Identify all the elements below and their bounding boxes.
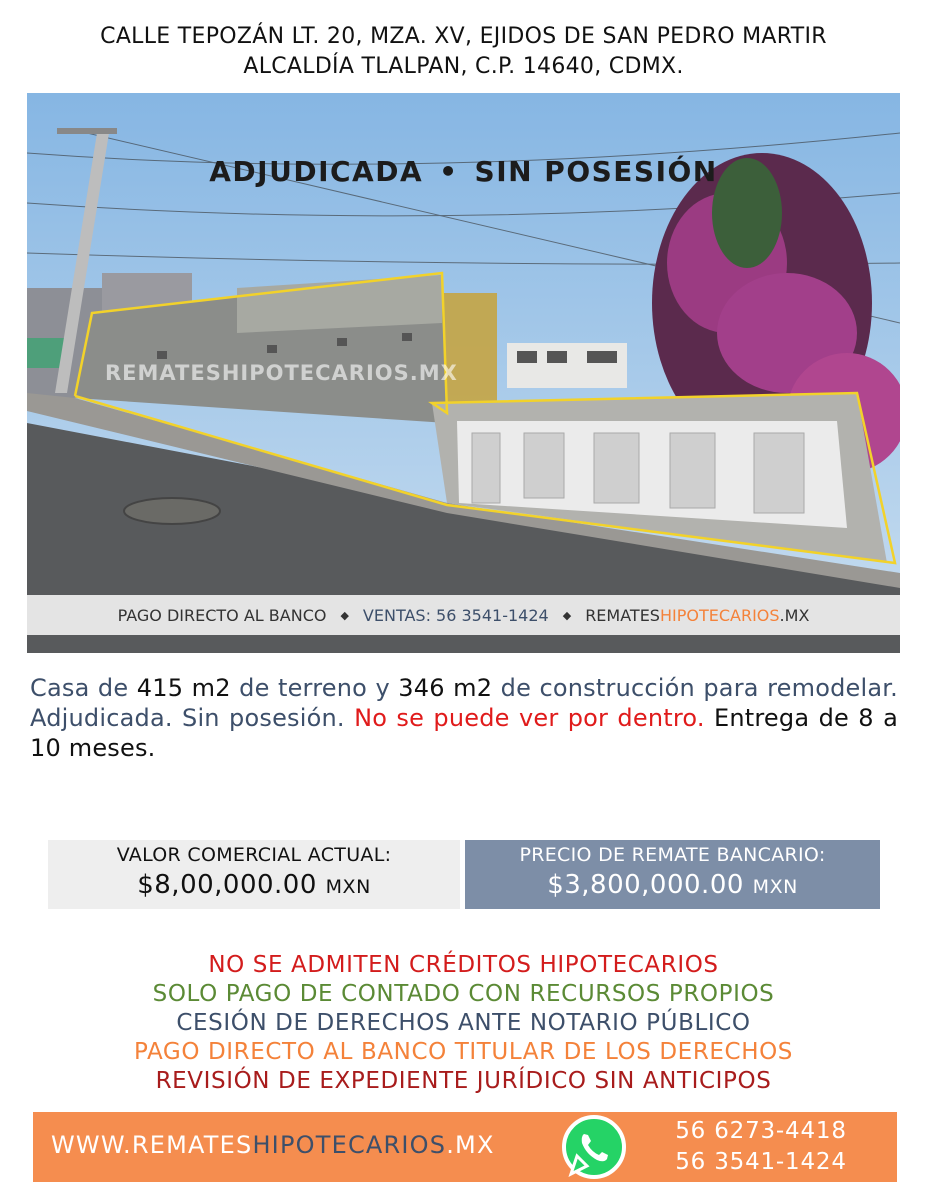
strip-payment-text: PAGO DIRECTO AL BANCO xyxy=(117,605,327,625)
diamond-separator-icon: ◆ xyxy=(562,608,572,622)
footer-site-part-c: .MX xyxy=(446,1131,495,1159)
strip-sales-phone: VENTAS: 56 3541-1424 xyxy=(362,605,549,625)
status-separator: • xyxy=(439,155,459,188)
commercial-value-amount xyxy=(48,870,460,902)
whatsapp-icon[interactable] xyxy=(561,1114,627,1180)
auction-price-box xyxy=(465,840,880,909)
condition-direct-bank-payment: PAGO DIRECTO AL BANCO TITULAR DE LOS DERECHOS xyxy=(133,1039,793,1065)
property-description xyxy=(30,673,898,763)
status-banner xyxy=(27,155,900,188)
strip-website xyxy=(585,606,809,625)
photo-info-strip xyxy=(27,595,900,635)
condition-legal-review: REVISIÓN DE EXPEDIENTE JURÍDICO SIN ANTICIPOS xyxy=(155,1068,772,1094)
strip-site-part-a: REMATES xyxy=(585,605,660,625)
auction-price-amount xyxy=(465,870,880,902)
property-photo xyxy=(27,93,900,653)
desc-text: de construcción para remodelar. Adjudicada. Sin posesión. xyxy=(30,674,898,732)
diamond-separator-icon: ◆ xyxy=(340,608,349,622)
address-line-1: CALLE TEPOZÁN LT. 20, MZA. XV, EJIDOS DE SAN PEDRO MARTIR xyxy=(100,24,827,49)
condition-rights-transfer: CESIÓN DE DERECHOS ANTE NOTARIO PÚBLICO xyxy=(176,1010,751,1036)
strip-site-part-b: HIPOTECARIOS xyxy=(659,605,780,625)
delivery-time: Entrega de 8 a 10 meses. xyxy=(30,704,898,762)
status-no-possession: SIN POSESIÓN xyxy=(474,155,718,188)
phone-number-1[interactable]: 56 6273-4418 xyxy=(675,1118,847,1144)
phone-number-2[interactable]: 56 3541-1424 xyxy=(675,1149,847,1175)
footer-site-part-a: WWW.REMATES xyxy=(51,1131,253,1159)
auction-price-label: PRECIO DE REMATE BANCARIO: xyxy=(519,844,826,866)
auction-price-number: $3,800,000.00 xyxy=(547,870,744,900)
built-area: 346 m2 xyxy=(398,674,493,702)
sale-conditions xyxy=(0,951,927,1096)
photo-watermark: REMATESHIPOTECARIOS.MX xyxy=(105,361,458,385)
condition-no-mortgage: NO SE ADMITEN CRÉDITOS HIPOTECARIOS xyxy=(208,952,719,978)
contact-footer xyxy=(33,1112,897,1182)
footer-website-link[interactable] xyxy=(51,1131,495,1159)
property-address xyxy=(0,22,927,82)
desc-text: Casa de xyxy=(30,674,137,702)
commercial-value-number: $8,00,000.00 xyxy=(137,870,317,900)
address-line-2: ALCALDÍA TLALPAN, C.P. 14640, CDMX. xyxy=(243,54,684,79)
commercial-value-label: VALOR COMERCIAL ACTUAL: xyxy=(116,844,392,866)
currency-label: MXN xyxy=(752,876,798,898)
commercial-value-box xyxy=(48,840,460,909)
footer-phones xyxy=(651,1116,871,1178)
status-adjudicated: ADJUDICADA xyxy=(209,155,424,188)
condition-cash-only: SOLO PAGO DE CONTADO CON RECURSOS PROPIOS xyxy=(152,981,775,1007)
desc-text: de terreno y xyxy=(230,674,399,702)
strip-site-part-c: .MX xyxy=(779,605,810,625)
land-area: 415 m2 xyxy=(136,674,231,702)
no-viewing-warning: No se puede ver por dentro. xyxy=(354,704,705,732)
footer-site-part-b: HIPOTECARIOS xyxy=(252,1131,447,1159)
currency-label: MXN xyxy=(325,876,371,898)
